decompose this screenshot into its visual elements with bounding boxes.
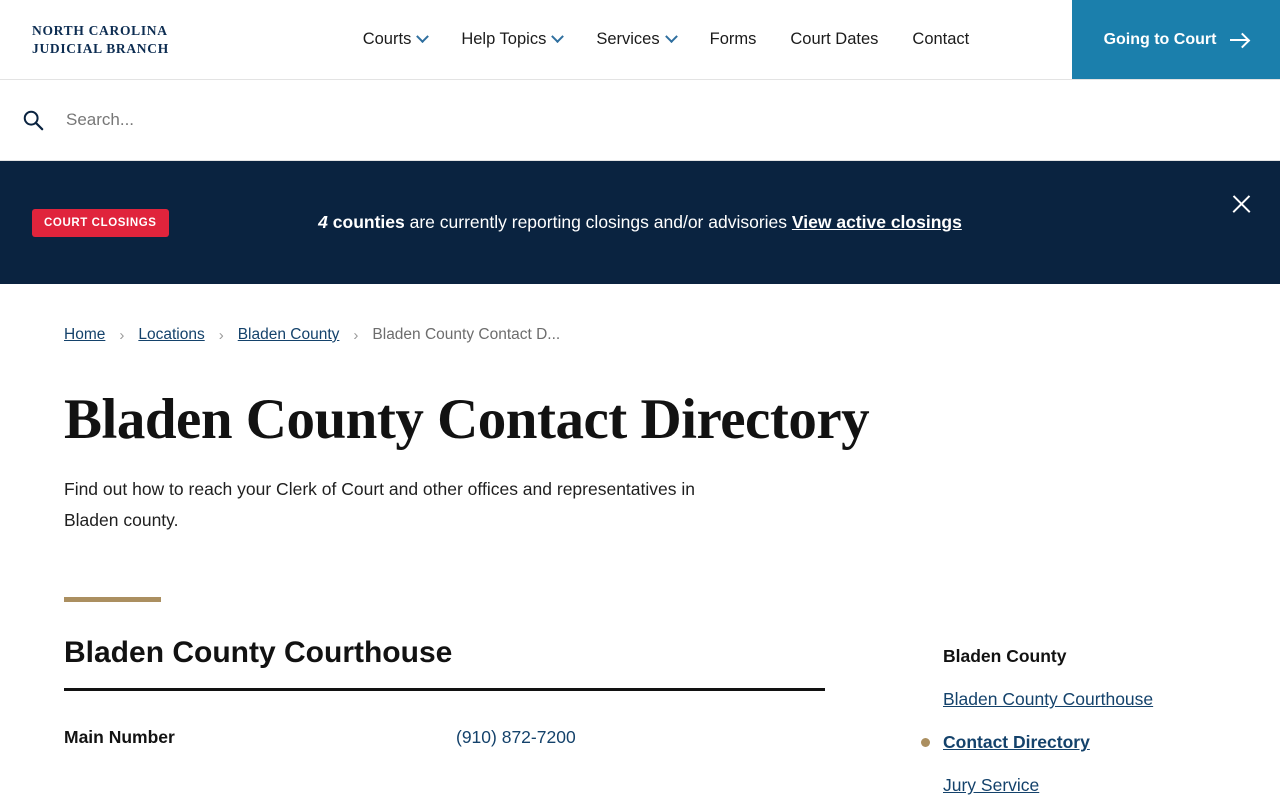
nav-item-contact[interactable] (912, 30, 969, 49)
table-row (64, 727, 825, 748)
content-main (64, 636, 825, 800)
breadcrumb-item-current: Bladen County Contact D... (372, 326, 561, 343)
logo-line-2: JUDICIAL BRANCH (32, 40, 169, 56)
court-closings-alert (0, 161, 1280, 284)
sidebar-item-label[interactable]: Contact Directory (943, 732, 1090, 753)
close-icon[interactable] (1228, 191, 1254, 217)
nav-item-label: Help Topics (461, 30, 547, 48)
breadcrumb (64, 284, 1216, 344)
nav-item-label: Court Dates (790, 30, 879, 48)
search-icon[interactable] (22, 109, 44, 131)
primary-navigation-bar (0, 0, 1280, 80)
sidebar (943, 636, 1216, 800)
content-row (64, 636, 1216, 800)
breadcrumb-item-locations[interactable]: Locations (138, 326, 205, 343)
page-description: Find out how to reach your Clerk of Court and other offices and representatives in Bladen county. (64, 479, 695, 530)
nav-item-label: Forms (709, 30, 757, 48)
page-content (0, 284, 1280, 800)
sidebar-item-jury-service[interactable] (943, 775, 1216, 796)
nav-item-list (260, 0, 1072, 79)
main-number-link[interactable]: (910) 872-7200 (456, 727, 576, 748)
nav-item-court-dates[interactable] (790, 30, 878, 49)
alert-message (0, 212, 1280, 233)
accent-rule (64, 597, 161, 602)
page-title: Bladen County Contact Directory (64, 388, 870, 451)
chevron-down-icon (416, 30, 429, 43)
chevron-down-icon (551, 30, 564, 43)
breadcrumb-separator: › (218, 326, 224, 344)
nav-item-services[interactable] (596, 30, 675, 49)
sidebar-item-label[interactable]: Jury Service (943, 775, 1040, 796)
sidebar-item-contact-directory[interactable] (943, 732, 1216, 753)
sidebar-item-label[interactable]: Bladen County Courthouse (943, 689, 1154, 710)
nav-item-courts[interactable] (363, 30, 428, 49)
active-bullet-icon (921, 738, 930, 747)
site-logo[interactable] (0, 0, 260, 79)
nav-item-label: Services (596, 30, 660, 48)
alert-count: 4 (318, 212, 328, 232)
sidebar-title: Bladen County (943, 646, 1067, 667)
breadcrumb-separator: › (353, 326, 359, 344)
going-to-court-label: Going to Court (1103, 30, 1217, 48)
nav-item-forms[interactable] (710, 30, 757, 49)
breadcrumb-item-bladen-county[interactable]: Bladen County (237, 326, 340, 343)
view-active-closings-link[interactable]: View active closings (791, 212, 962, 232)
detail-label: Main Number (64, 727, 175, 748)
alert-bold-word: counties (332, 212, 405, 232)
section-title: Bladen County Courthouse (64, 636, 825, 691)
going-to-court-button[interactable] (1072, 0, 1280, 79)
chevron-down-icon (665, 30, 678, 43)
breadcrumb-item-home[interactable]: Home (64, 326, 106, 343)
search-bar (0, 80, 1280, 161)
sidebar-item-courthouse[interactable] (943, 689, 1216, 710)
nav-item-label: Courts (362, 30, 412, 48)
detail-value (456, 727, 576, 748)
nav-item-label: Contact (912, 30, 970, 48)
alert-rest: are currently reporting closings and/or advisories (409, 212, 788, 232)
breadcrumb-separator: › (119, 326, 125, 344)
search-input[interactable] (66, 110, 666, 130)
arrow-right-icon (1230, 39, 1248, 41)
court-closings-badge[interactable]: COURT CLOSINGS (32, 209, 169, 237)
nav-item-help-topics[interactable] (461, 30, 562, 49)
logo-line-1: NORTH CAROLINA (32, 22, 168, 38)
